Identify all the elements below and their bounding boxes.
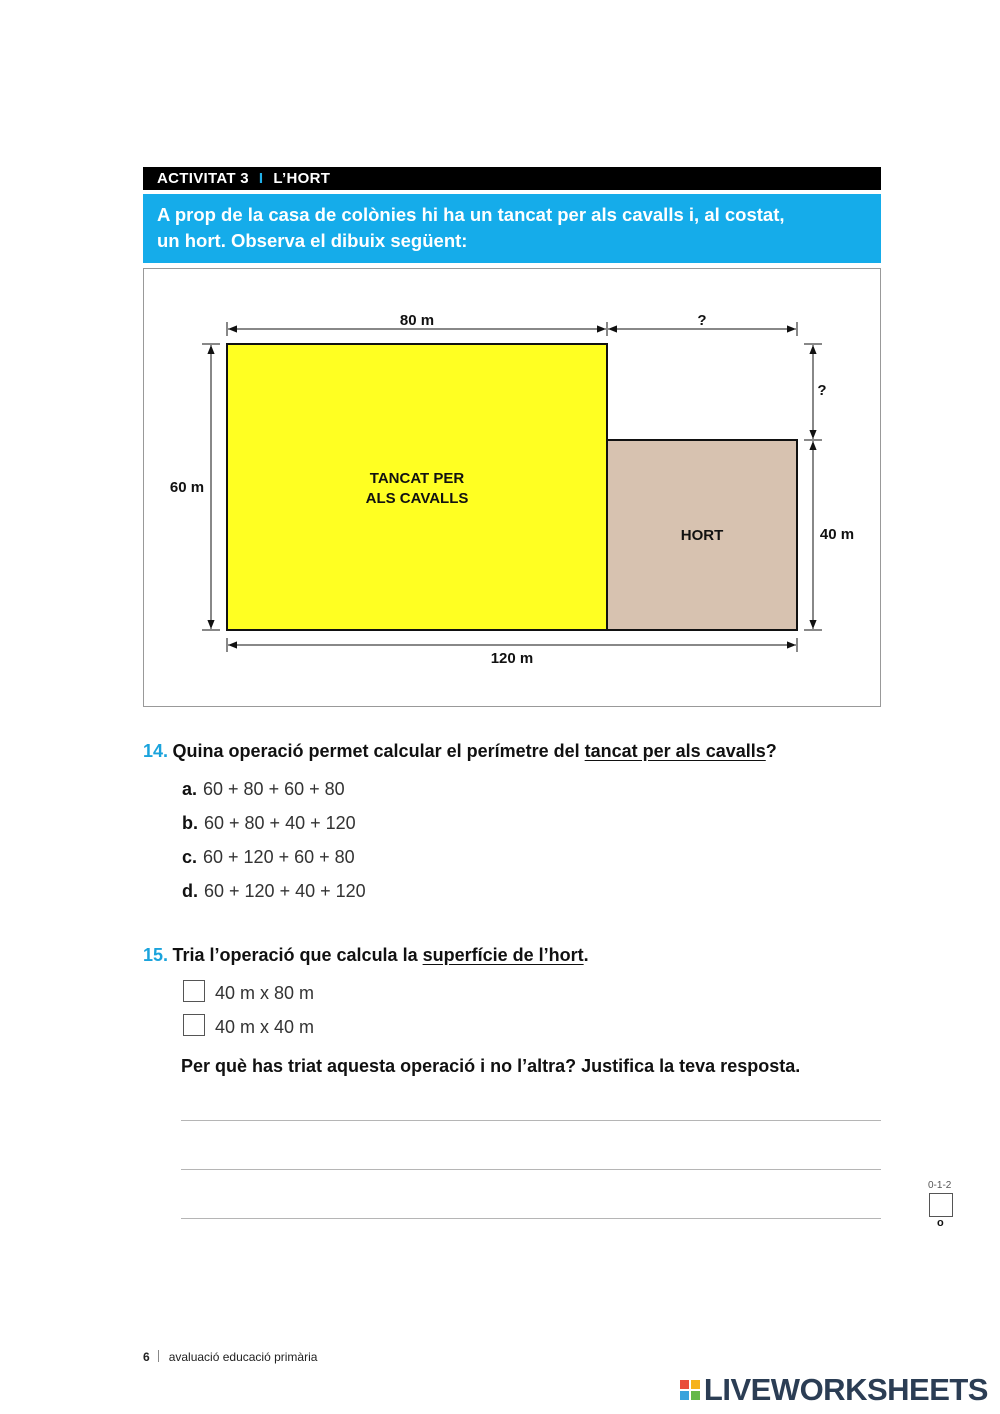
- intro-line-2: un hort. Observa el dibuix següent:: [157, 230, 468, 251]
- score-box[interactable]: [929, 1193, 953, 1217]
- q15-choice-1: 40 m x 80 m: [215, 983, 315, 1003]
- q15-underlined: superfície de l’hort: [422, 945, 584, 965]
- dim-label-top-right: ?: [697, 312, 707, 329]
- dim-label-right-top: ?: [817, 382, 827, 399]
- question-14: [143, 741, 777, 762]
- q14-number: 14.: [143, 741, 169, 761]
- answer-line-3[interactable]: [181, 1218, 881, 1219]
- q14-underlined: tancat per als cavalls: [584, 741, 766, 761]
- page-number: 6: [143, 1350, 150, 1364]
- q15-text: Tria l’operació que calcula la superfície de l’hort.: [172, 945, 589, 965]
- score-label: 0-1-2: [928, 1180, 952, 1191]
- activity-label: ACTIVITAT 3: [157, 170, 249, 187]
- page-footer: [143, 1350, 317, 1364]
- q14-option-d[interactable]: d. 60 + 120 + 40 + 120: [182, 881, 366, 901]
- liveworksheets-brand: [680, 1372, 988, 1408]
- score-mark: o: [937, 1217, 944, 1229]
- answer-line-2[interactable]: [181, 1169, 881, 1170]
- dim-label-left: 60 m: [169, 479, 205, 496]
- dim-label-bottom: 120 m: [490, 650, 534, 667]
- brand-name: LIVEWORKSHEETS: [703, 1372, 988, 1407]
- q14-option-b[interactable]: b. 60 + 80 + 40 + 120: [182, 813, 356, 833]
- question-15: [143, 945, 589, 966]
- footer-text: avaluació educació primària: [168, 1350, 318, 1364]
- activity-title: L’HORT: [273, 170, 331, 187]
- q15-checkbox-1[interactable]: [183, 980, 205, 1002]
- answer-line-1[interactable]: [181, 1120, 881, 1121]
- q14-option-c[interactable]: c. 60 + 120 + 60 + 80: [182, 847, 355, 867]
- q15-justify-prompt: Per què has triat aquesta operació i no l’altra? Justifica la teva resposta.: [181, 1056, 801, 1076]
- horse-label-line-1: TANCAT PER: [369, 470, 465, 487]
- q15-choice-2: 40 m x 40 m: [215, 1017, 315, 1037]
- intro-line-1: A prop de la casa de colònies hi ha un tancat per als cavalls i, al costat,: [157, 204, 785, 225]
- liveworksheets-logo-icon: [680, 1380, 700, 1400]
- q15-number: 15.: [143, 945, 169, 965]
- garden-label: HORT: [680, 527, 724, 544]
- q15-checkbox-2[interactable]: [183, 1014, 205, 1036]
- q14-text: Quina operació permet calcular el perímetre del tancat per als cavalls?: [172, 741, 777, 761]
- horse-label-line-2: ALS CAVALLS: [365, 490, 469, 507]
- dim-label-top-left: 80 m: [399, 312, 435, 329]
- activity-separator: I: [258, 170, 264, 187]
- dim-label-right-bottom: 40 m: [819, 526, 855, 543]
- q14-option-a[interactable]: a. 60 + 80 + 60 + 80: [182, 779, 345, 799]
- horse-paddock-rect: [227, 344, 607, 630]
